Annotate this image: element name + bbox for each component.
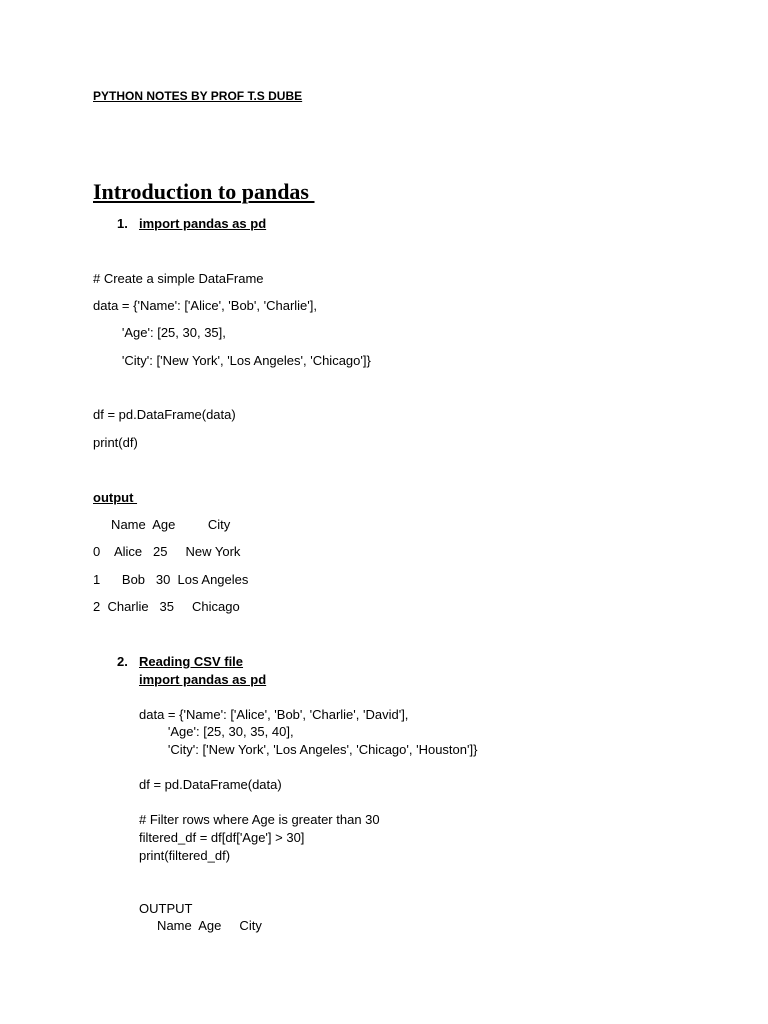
code-line: 'Age': [25, 30, 35, 40], bbox=[139, 724, 294, 739]
code-line: # Filter rows where Age is greater than 30 bbox=[139, 812, 380, 827]
code-line: print(filtered_df) bbox=[139, 848, 231, 863]
code-line: print(df) bbox=[93, 435, 138, 450]
section-2-heading: Reading CSV file bbox=[139, 654, 244, 669]
output-label: output bbox=[93, 490, 138, 505]
code-line: 'City': ['New York', 'Los Angeles', 'Chicago']} bbox=[93, 353, 371, 368]
output-label: OUTPUT bbox=[139, 901, 193, 916]
code-line: 'Age': [25, 30, 35], bbox=[93, 325, 226, 340]
page-title: Introduction to pandas bbox=[93, 179, 315, 204]
section-1-heading: import pandas as pd bbox=[139, 216, 267, 231]
header-note: PYTHON NOTES BY PROF T.S DUBE bbox=[93, 89, 303, 103]
section-1-number: 1. bbox=[117, 216, 128, 231]
output-header: Name Age City bbox=[139, 918, 262, 933]
output-row: Name Age City bbox=[93, 517, 231, 532]
code-line: filtered_df = df[df['Age'] > 30] bbox=[139, 830, 305, 845]
code-line: data = {'Name': ['Alice', 'Bob', 'Charlie'], bbox=[93, 298, 317, 313]
output-row: 1 Bob 30 Los Angeles bbox=[93, 572, 249, 587]
code-line: # Create a simple DataFrame bbox=[93, 271, 264, 286]
section-2-number: 2. bbox=[117, 654, 128, 669]
code-line: data = {'Name': ['Alice', 'Bob', 'Charlie', 'David'], bbox=[139, 707, 409, 722]
output-row: 2 Charlie 35 Chicago bbox=[93, 599, 240, 614]
code-line: 'City': ['New York', 'Los Angeles', 'Chicago', 'Houston']} bbox=[139, 742, 478, 757]
code-line: df = pd.DataFrame(data) bbox=[139, 777, 282, 792]
section-2-subheading: import pandas as pd bbox=[139, 672, 267, 687]
output-row: 0 Alice 25 New York bbox=[93, 544, 241, 559]
code-line: df = pd.DataFrame(data) bbox=[93, 407, 236, 422]
